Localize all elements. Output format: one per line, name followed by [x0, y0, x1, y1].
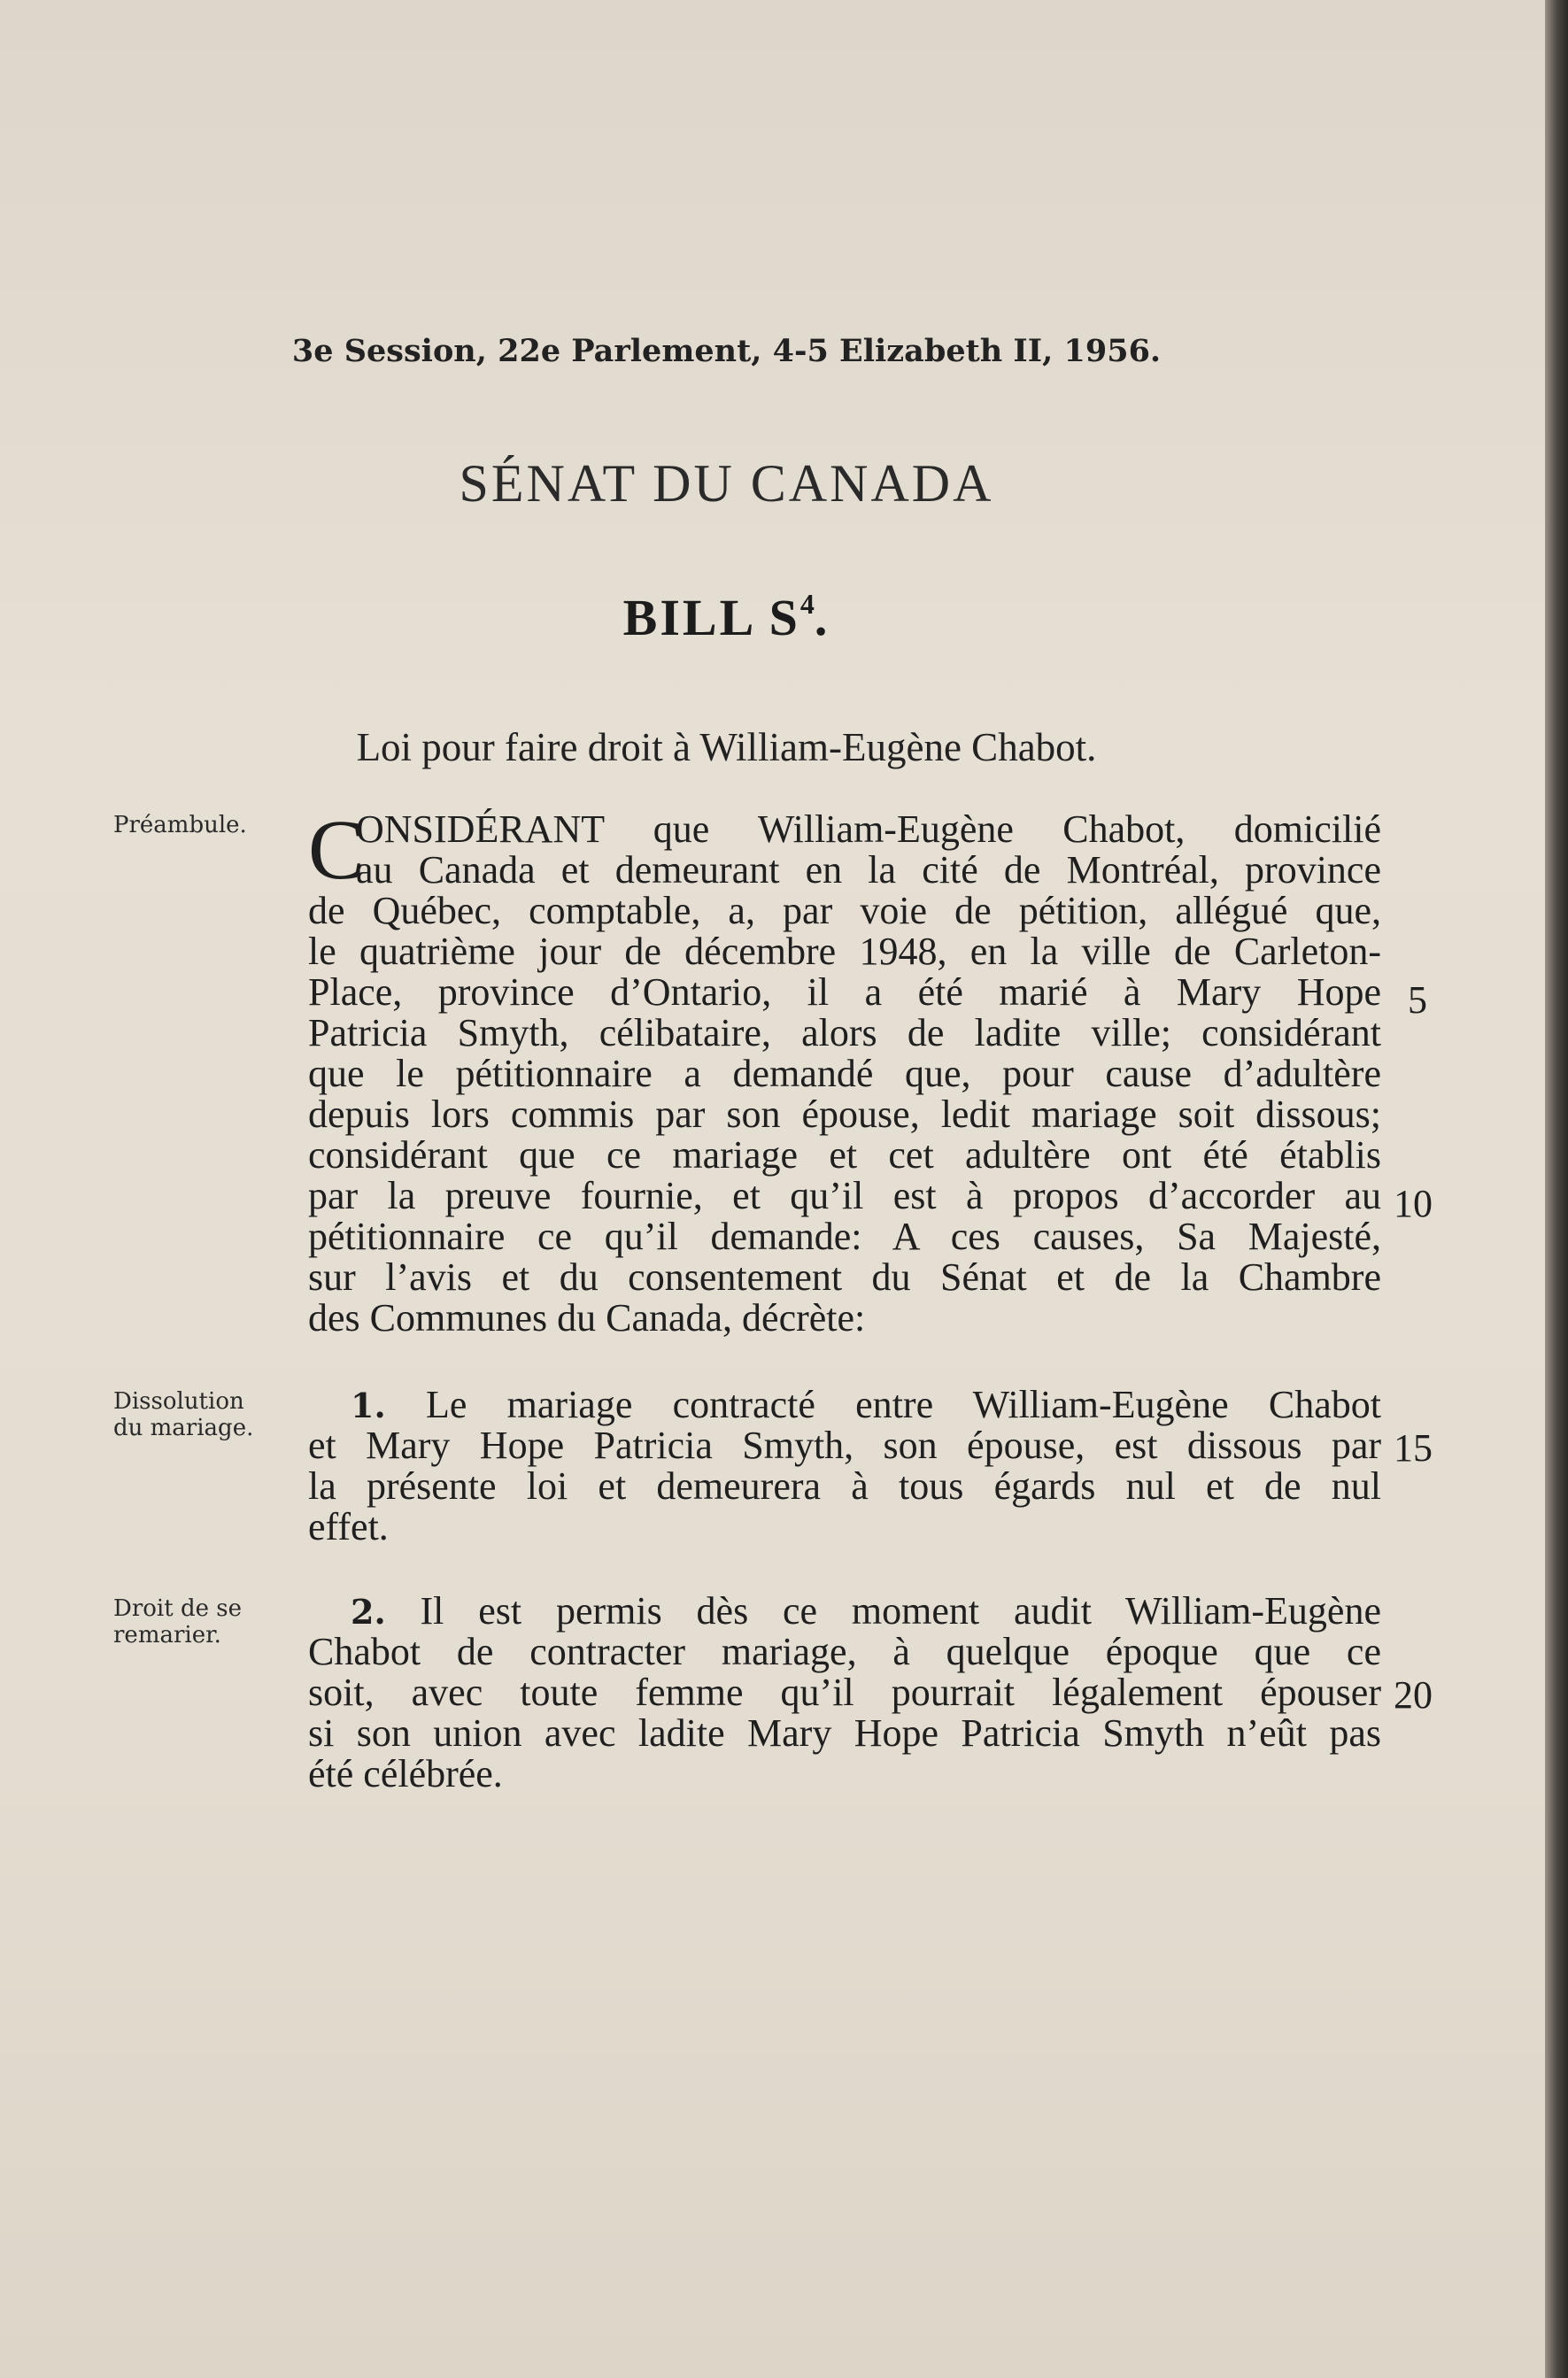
preamble-line: au Canada et demeurant en la cité de Montréal, province — [356, 848, 1381, 892]
article-1-number: 1. — [351, 1386, 386, 1425]
article-2-first-text: Il est permis dès ce moment audit William-Eugène — [420, 1589, 1381, 1633]
article-1-line — [308, 1385, 1381, 1425]
line-number: 20 — [1394, 1673, 1433, 1717]
article-1-line: et Mary Hope Patricia Smyth, son épouse, est dissous par — [308, 1424, 1381, 1467]
preamble-line: des Communes du Canada, décrète: — [308, 1296, 866, 1340]
side-note-dissolution — [113, 1388, 282, 1441]
bill-subtitle: Loi pour faire droit à William-Eugène Chabot. — [356, 725, 1097, 769]
preamble-line: que le pétitionnaire a demandé que, pour cause d’adultère — [308, 1052, 1381, 1095]
bill-title-text: BILL S — [622, 589, 800, 646]
session-header: 3e Session, 22e Parlement, 4-5 Elizabeth II, 1956. — [291, 333, 1162, 369]
preamble-dropcap: C — [308, 802, 366, 897]
article-2-line: soit, avec toute femme qu’il pourrait légalement épouser — [308, 1671, 1381, 1714]
preamble-paragraph — [308, 802, 1381, 1340]
side-note-remarry-line: Droit de se — [113, 1595, 242, 1622]
preamble-line: Place, province d’Ontario, il a été marié à Mary Hope — [308, 970, 1381, 1014]
article-2-line — [308, 1591, 1381, 1632]
side-note-preamble: Préambule. — [113, 812, 247, 838]
article-2 — [308, 1591, 1381, 1795]
bill-title — [0, 588, 1568, 647]
line-number: 5 — [1408, 978, 1427, 1022]
side-note-remarry — [113, 1595, 282, 1648]
side-note-remarry-line: remarier. — [113, 1622, 221, 1648]
article-1-line: la présente loi et demeurera à tous égards nul et de nul — [308, 1464, 1381, 1508]
preamble-line: sur l’avis et du consentement du Sénat et de la Chambre — [308, 1255, 1381, 1299]
preamble-line: depuis lors commis par son épouse, ledit mariage soit dissous; — [308, 1092, 1381, 1136]
preamble-line: par la preuve fournie, et qu’il est à propos d’accorder au — [308, 1174, 1381, 1217]
article-1-line: effet. — [308, 1505, 389, 1548]
article-2-line: été célébrée. — [308, 1752, 503, 1795]
preamble-line: Patricia Smyth, célibataire, alors de ladite ville; considérant — [308, 1011, 1381, 1054]
chamber-title: SÉNAT DU CANADA — [459, 454, 994, 513]
preamble-line: de Québec, comptable, a, par voie de pétition, allégué que, — [308, 889, 1381, 932]
preamble-line: le quatrième jour de décembre 1948, en la ville de Carleton- — [308, 930, 1381, 973]
line-number: 10 — [1394, 1182, 1433, 1225]
article-1-first-text: Le mariage contracté entre William-Eugène Chabot — [425, 1383, 1381, 1426]
article-2-number: 2. — [351, 1592, 386, 1632]
preamble-line: ONSIDÉRANT que William-Eugène Chabot, domicilié — [356, 807, 1381, 851]
article-2-line: Chabot de contracter mariage, à quelque époque que ce — [308, 1630, 1381, 1673]
article-2-line: si son union avec ladite Mary Hope Patricia Smyth n’eût pas — [308, 1711, 1381, 1755]
bill-number-superscript: 4 — [799, 588, 815, 620]
side-note-dissolution-line: Dissolution — [113, 1388, 244, 1415]
side-note-dissolution-line: du mariage. — [113, 1415, 254, 1441]
line-number: 15 — [1394, 1426, 1433, 1470]
article-1 — [308, 1385, 1381, 1548]
preamble-line: considérant que ce mariage et cet adultère ont été établis — [308, 1133, 1381, 1177]
preamble-line: pétitionnaire ce qu’il demande: A ces causes, Sa Majesté, — [308, 1215, 1381, 1258]
bill-title-suffix: . — [814, 589, 830, 646]
